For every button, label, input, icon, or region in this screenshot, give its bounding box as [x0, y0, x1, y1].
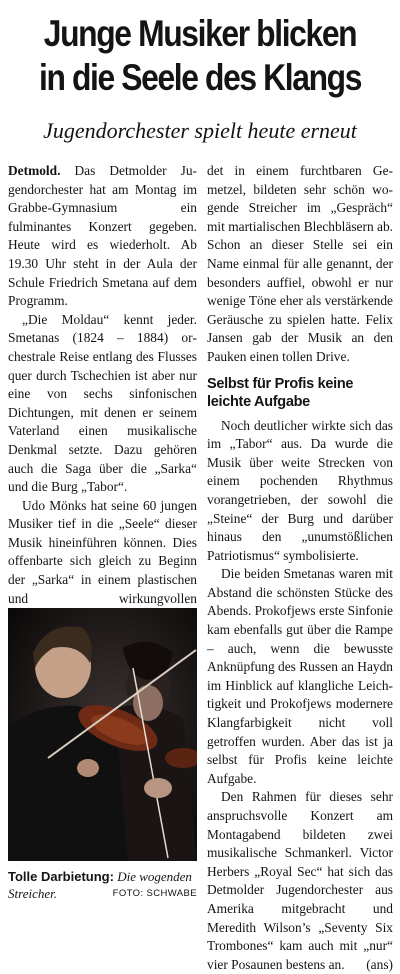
article-column-2 [207, 162, 393, 974]
violinists-photo-illustration [8, 608, 197, 861]
paragraph: Udo Mönks hat seine 60 jungen Musiker tief in die „Seele“ dieser Musik hineinführen können. Dies offenbarte sich gleich zu Beginn der „Sarka“ in einem plastischen und wirkungvollen [8, 497, 197, 606]
paragraph: „Die Moldau“ kennt jeder. Smetanas (1824 – 1884) orchestrale Reise entlang des Flusses quer durch Tschechien ist aber nur eine von sechs sinfonischen Dichtungen, mit denen er seinem Vaterland einen musikalische Denkmal setzte. Dazu gehören auch die Saga über die „Sarka“ und die Burg „Tabor“. [8, 311, 197, 495]
crosshead: Selbst für Profis keine leichte Aufgabe [207, 375, 354, 410]
paragraph [207, 788, 393, 974]
paragraph-text: Das Detmolder Jugendorchester hat am Montag im Grabbe-Gymnasium ein fulminantes Konzert gegeben. Heute wird es wiederholt. Ab 19.30 Uhr steht in der Aula der Schule Friedrich Smetana auf dem Programm. [8, 163, 197, 309]
headline-line-1: Junge Musiker blicken [43, 13, 357, 54]
caption-text: Die wogenden Streicher. [8, 869, 192, 901]
paragraph [8, 162, 197, 311]
dateline: Detmold. [8, 163, 61, 178]
paragraph: Die beiden Smetanas waren mit Abstand die schönsten Stücke des Abends. Prokofjews erste Sinfonie kam ebenfalls gut über die Rampe – auch, wenn die bewusste Anknüpfung des Russen an Haydn im Hinblick auf klangliche Leichtigkeit und Prokofjews modernere Klangfarbigkeit nicht voll getroffen wurden. Aber das ist ja selbst für Profis keine leichte Aufgabe. [207, 566, 393, 786]
caption-label: Tolle Darbietung: [8, 869, 114, 884]
photo-credit: FOTO: SCHWABE [112, 888, 197, 899]
paragraph-text: Den Rahmen für dieses sehr anspruchsvolle Konzert am Montagabend bildeten zwei musikalische Schmankerl. Victor Herbers „Royal Sec“ hat sich das Detmolder Jugendorchester aus Amerika mitgebracht und Meredith Wilson’s „Seventy Six Trombones“ kam auch mit „nur“ vier Posaunen bestens an. [207, 789, 393, 972]
article-column-1 [8, 162, 197, 664]
paragraph: Noch deutlicher wirkte sich das im „Tabor“ aus. Da wurde die Musik über weite Strecken von einem pochenden Rhythmus vorangetrieben, der sowohl die „Steine“ der Burg und darüber hinaus den „unumstößlichen Patriotismus“ symbolisierte. [207, 417, 393, 563]
orchestra-photo [8, 608, 197, 861]
subheadline: Jugendorchester spielt heute erneut [43, 118, 357, 143]
author-signature: (ans) [366, 956, 393, 972]
photo-caption [8, 868, 197, 902]
headline-line-2: in die Seele des Klangs [38, 57, 362, 98]
paragraph: det in einem furchtbaren Gemetzel, bildeten sehr schön wogende Streicher im „Gespräch“ mit martialischen Blechbläsern ab. Schon an dieser Stelle sei ein Name einmal für alle genannt, der besonders auffiel, obwohl er nur wenige Töne eher als verstärkende Geräusche zu spielen hatte. Felix Jansen gab der Musik an den Pauken einen tollen Drive. [207, 163, 393, 364]
